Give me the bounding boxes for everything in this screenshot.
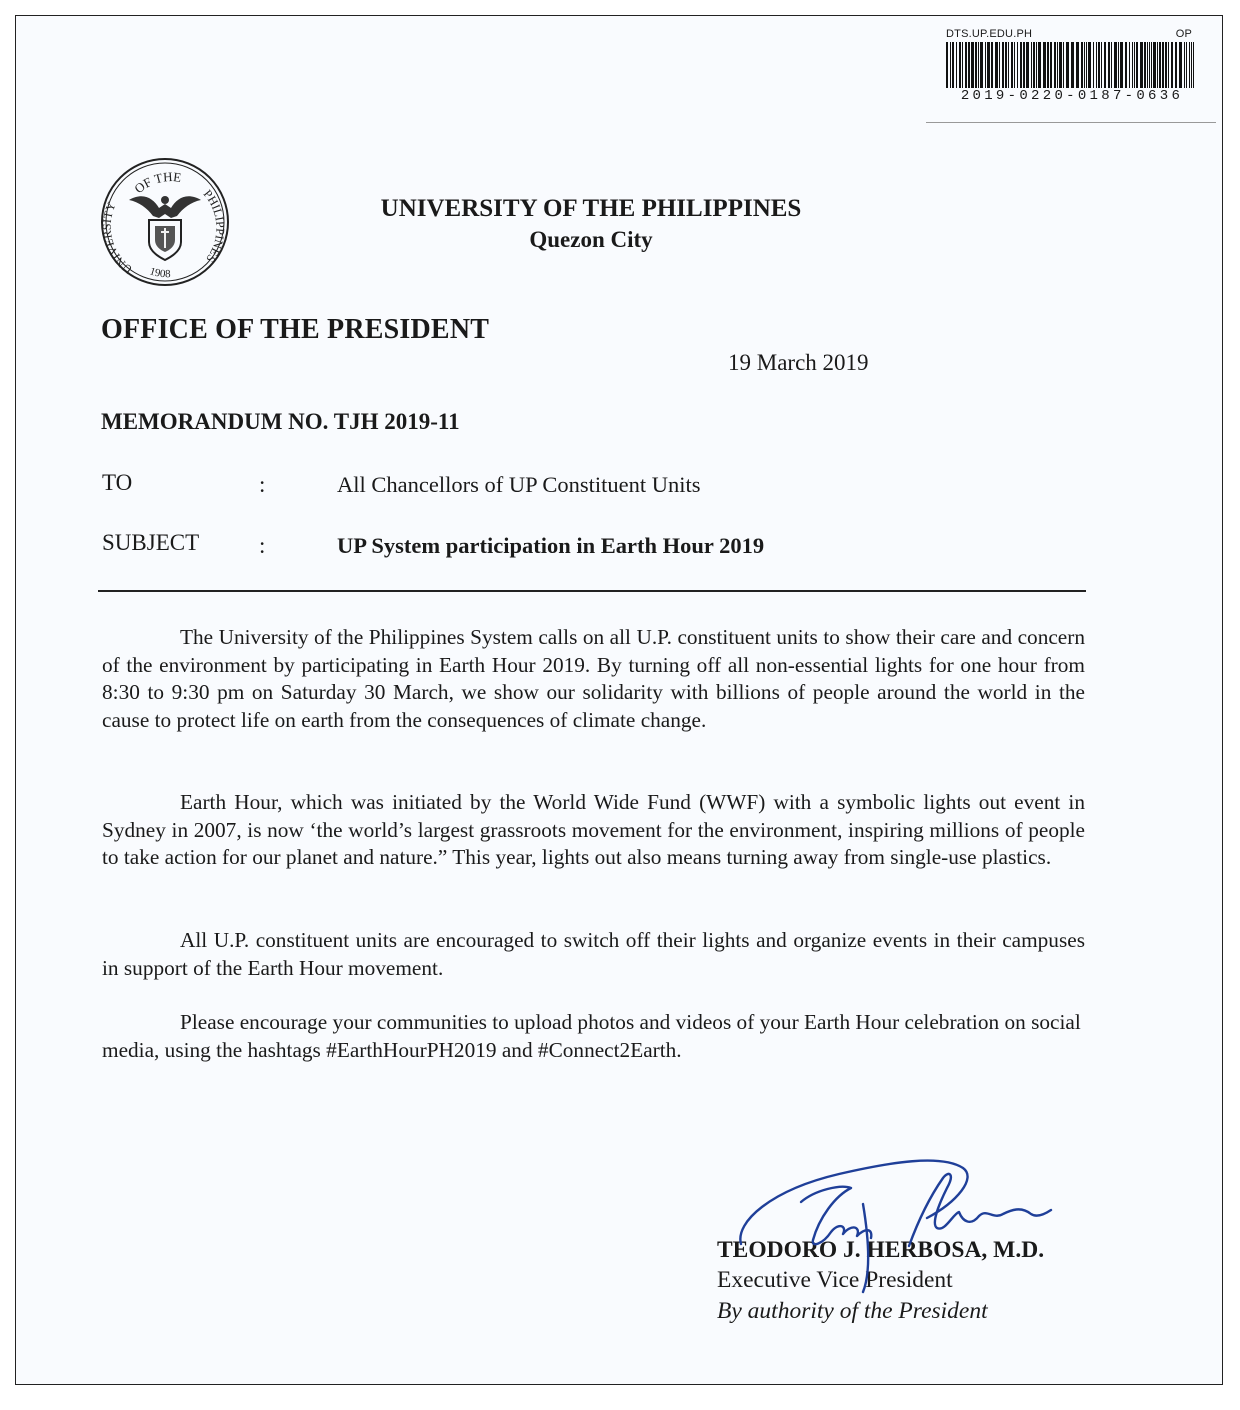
to-value: All Chancellors of UP Constituent Units — [337, 472, 701, 497]
body-paragraph-4: Please encourage your communities to upload photos and videos of your Earth Hour celebration on social media, using the hashtags #EarthHourPH2019 and #Connect2Earth. — [102, 1010, 1081, 1062]
seal-text-top: OF THE — [131, 168, 183, 197]
barcode-bar — [1033, 42, 1035, 88]
body-paragraph-2: Earth Hour, which was initiated by the World Wide Fund (WWF) with a symbolic lights out event in Sydney in 2007, is now ‘the world’s largest grassroots movement for the environment, inspiring millions of people to take action for our planet and nature.” This year, lights out also means turning away from single-use plastics. — [102, 790, 1085, 869]
barcode-bar — [1144, 42, 1146, 88]
barcode-bar — [1132, 42, 1133, 88]
barcode-bar — [1104, 42, 1106, 88]
barcode-bar — [1193, 42, 1194, 88]
barcode-bar — [1159, 42, 1161, 88]
body-paragraph-3: All U.P. constituent units are encouraged to switch off their lights and organize events in their campuses in support of the Earth Hour movement. — [102, 928, 1085, 980]
body-paragraph-1: The University of the Philippines System calls on all U.P. constituent units to show their care and concern of the environment by participating in Earth Hour 2019. By turning off all non-essential lights for one hour from 8:30 to 9:30 pm on Saturday 30 March, we show our solidarity with billions of people around the world in the cause to protect life on earth from the consequences of climate change. — [102, 625, 1085, 732]
barcode-bar — [975, 42, 977, 88]
barcode-bar — [1031, 42, 1032, 88]
barcode-bar — [959, 42, 961, 88]
barcode-bar — [1050, 42, 1052, 88]
barcode-bar — [1140, 42, 1143, 88]
barcode-bar — [1005, 42, 1007, 88]
barcode-bar — [1008, 42, 1009, 88]
signatory-name: TEODORO J. HERBOSA, M.D. — [717, 1237, 1045, 1263]
barcode-bar — [985, 42, 986, 88]
barcode-bar — [1002, 42, 1004, 88]
barcode-bar — [971, 42, 974, 88]
barcode-bar — [1088, 42, 1091, 88]
barcode-bar — [968, 42, 970, 88]
barcode-bar — [1071, 42, 1074, 88]
barcode-bar — [1054, 42, 1056, 88]
memo-number: MEMORANDUM NO. TJH 2019-11 — [101, 409, 460, 434]
barcode-bar — [1157, 42, 1158, 88]
barcode-bar — [1165, 42, 1167, 88]
barcode-bar — [950, 42, 951, 88]
seal-year: 1908 — [148, 265, 171, 281]
handwritten-signature — [731, 1144, 1061, 1294]
signatory-authority: By authority of the President — [717, 1298, 988, 1324]
barcode-bar — [1125, 42, 1127, 88]
barcode-bar — [946, 42, 948, 88]
barcode-bar — [1066, 42, 1069, 88]
barcode-bar — [1134, 42, 1135, 88]
barcode-bar — [999, 42, 1000, 88]
barcode-bar — [1111, 42, 1112, 88]
barcode-bar — [1063, 42, 1064, 88]
barcode-bar — [1023, 42, 1025, 88]
subject-value: UP System participation in Earth Hour 2019 — [337, 533, 765, 558]
barcode-bar — [1036, 42, 1037, 88]
barcode-bar — [1011, 42, 1013, 88]
barcode-bar — [1093, 42, 1094, 88]
barcode-bar — [1136, 42, 1138, 88]
barcode-bar — [987, 42, 990, 88]
barcode-bar — [1098, 42, 1100, 88]
barcode-bar — [1101, 42, 1102, 88]
barcode-bar — [1081, 42, 1083, 88]
barcode-bar — [1038, 42, 1041, 88]
subject-colon: : — [259, 533, 266, 558]
barcode-office-code: OP — [1175, 28, 1192, 40]
barcode-bar — [962, 42, 963, 88]
barcode-bar — [980, 42, 983, 88]
barcode-bar — [1047, 42, 1049, 88]
barcode-bar — [1059, 42, 1062, 88]
barcode-bar — [1084, 42, 1085, 88]
barcode-bar — [1191, 42, 1192, 88]
subject-label: SUBJECT — [102, 530, 200, 555]
memo-page — [15, 15, 1223, 1385]
barcode-bar — [1020, 42, 1022, 88]
barcode-bar — [1171, 42, 1173, 88]
university-name: UNIVERSITY OF THE PHILIPPINES — [380, 195, 802, 222]
barcode-bar — [1129, 42, 1130, 88]
barcode-bar — [1017, 42, 1018, 88]
barcode-bar — [1153, 42, 1156, 88]
barcode-bar — [1162, 42, 1164, 88]
barcode-bar — [1076, 42, 1079, 88]
barcode-bar — [1057, 42, 1058, 88]
barcode-bar — [1114, 42, 1117, 88]
barcode-bar — [1189, 42, 1190, 88]
barcode-bar — [965, 42, 967, 88]
to-colon: : — [259, 472, 266, 497]
barcode-bar — [1118, 42, 1119, 88]
university-seal-logo — [99, 156, 231, 288]
barcode-bar — [1179, 42, 1182, 88]
signatory-title: Executive Vice President — [717, 1267, 953, 1293]
barcode-number: 2019-0220-0187-0636 — [960, 88, 1184, 104]
barcode-bar — [1014, 42, 1015, 88]
barcode-bar — [995, 42, 998, 88]
to-label: TO — [102, 470, 133, 495]
barcode-bar — [1168, 42, 1169, 88]
barcode-bar — [1186, 42, 1187, 88]
barcode-bar — [978, 42, 979, 88]
barcode-bar — [1108, 42, 1110, 88]
barcode-bar — [1151, 42, 1152, 88]
header-divider — [98, 590, 1086, 592]
memo-date: 19 March 2019 — [728, 350, 869, 375]
barcode-bar — [1026, 42, 1029, 88]
office-title: OFFICE OF THE PRESIDENT — [101, 314, 490, 345]
barcode-stamp — [926, 26, 1204, 122]
barcode-bar — [1147, 42, 1148, 88]
barcode-bar — [956, 42, 957, 88]
seal-text-right: PHILIPPINES — [200, 186, 228, 266]
barcode-bar — [1120, 42, 1123, 88]
barcode-bar — [1096, 42, 1097, 88]
university-city: Quezon City — [529, 227, 653, 252]
barcode-bar — [1043, 42, 1046, 88]
barcode-bars — [946, 42, 1198, 88]
barcode-bar — [1184, 42, 1185, 88]
barcode-bar — [1149, 42, 1150, 88]
barcode-bar — [1086, 42, 1087, 88]
barcode-bar — [1175, 42, 1177, 88]
seal-text-left: UNIVERSITY — [99, 199, 135, 277]
barcode-domain: DTS.UP.EDU.PH — [946, 28, 1033, 40]
barcode-bar — [952, 42, 954, 88]
barcode-divider — [926, 122, 1216, 123]
barcode-bar — [991, 42, 993, 88]
